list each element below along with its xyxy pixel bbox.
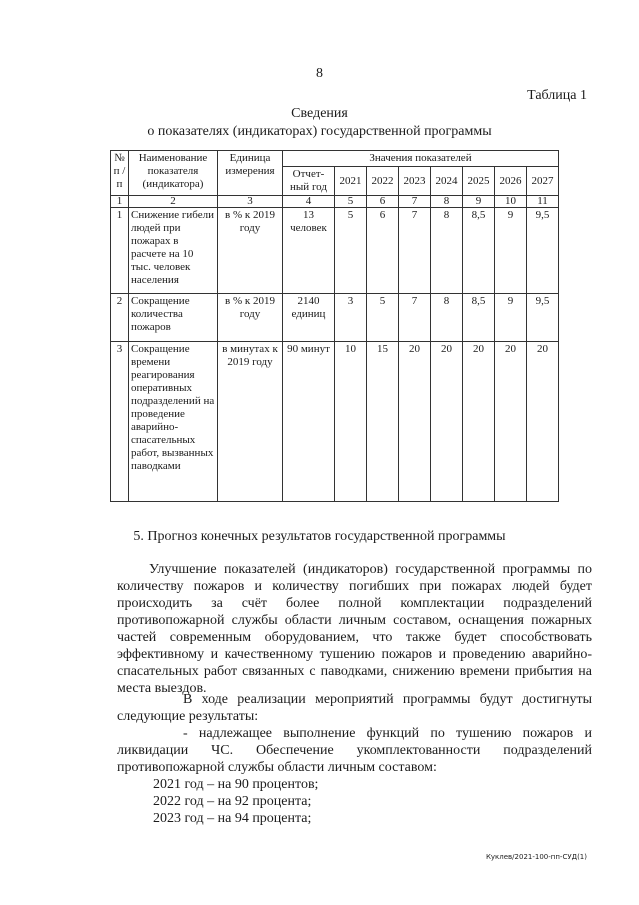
column-number: 6 xyxy=(367,196,399,208)
row-value: 9 xyxy=(495,208,527,294)
row-num: 2 xyxy=(111,294,129,342)
header-values-group: Значения показателей xyxy=(283,151,559,167)
row-value: 10 xyxy=(335,342,367,502)
column-number: 11 xyxy=(527,196,559,208)
column-number: 3 xyxy=(218,196,283,208)
row-value: 20 xyxy=(431,342,463,502)
page-number: 8 xyxy=(316,66,323,81)
header-year: 2023 xyxy=(399,167,431,196)
row-value: 8,5 xyxy=(463,208,495,294)
table-heading-line1: Сведения xyxy=(291,106,348,121)
row-value: 3 xyxy=(335,294,367,342)
row-unit: в % к 2019 году xyxy=(218,294,283,342)
footer-document-code: Куклев/2021-100-пп-СУД(1) xyxy=(485,853,587,861)
table-row xyxy=(111,208,559,294)
column-number: 1 xyxy=(111,196,129,208)
row-base-value: 13 человек xyxy=(283,208,335,294)
table-row xyxy=(111,294,559,342)
header-year: 2021 xyxy=(335,167,367,196)
row-unit: в минутах к 2019 году xyxy=(218,342,283,502)
row-value: 20 xyxy=(463,342,495,502)
header-unit: Единица измерения xyxy=(218,151,283,196)
row-num: 3 xyxy=(111,342,129,502)
row-value: 8 xyxy=(431,208,463,294)
column-number: 9 xyxy=(463,196,495,208)
header-row xyxy=(111,151,559,167)
row-indicator-name: Сокращение времени реагирования оперативных подразделений на проведение аварийно-спасательных работ, вызванных паводками xyxy=(129,342,218,502)
header-year: 2024 xyxy=(431,167,463,196)
row-base-value: 2140 единиц xyxy=(283,294,335,342)
indicators-table xyxy=(110,150,559,502)
row-indicator-name: Сокращение количества пожаров xyxy=(129,294,218,342)
row-value: 20 xyxy=(399,342,431,502)
column-number: 8 xyxy=(431,196,463,208)
row-value: 9 xyxy=(495,294,527,342)
header-year: 2022 xyxy=(367,167,399,196)
list-item: 2022 год – на 92 процента; xyxy=(153,794,312,809)
header-year: 2026 xyxy=(495,167,527,196)
row-base-value: 90 минут xyxy=(283,342,335,502)
list-item: 2023 год – на 94 процента; xyxy=(153,811,312,826)
header-year: 2025 xyxy=(463,167,495,196)
list-item: 2021 год – на 90 процентов; xyxy=(153,777,319,792)
column-number: 5 xyxy=(335,196,367,208)
column-number: 10 xyxy=(495,196,527,208)
section-heading: 5. Прогноз конечных результатов государственной программы xyxy=(133,529,506,544)
row-value: 8 xyxy=(431,294,463,342)
row-value: 15 xyxy=(367,342,399,502)
column-number: 7 xyxy=(399,196,431,208)
header-base-year: Отчет-ный год xyxy=(283,167,335,196)
column-number: 2 xyxy=(129,196,218,208)
header-year: 2027 xyxy=(527,167,559,196)
row-unit: в % к 2019 году xyxy=(218,208,283,294)
row-value: 8,5 xyxy=(463,294,495,342)
paragraph-results-intro: В ходе реализации мероприятий программы будут достигнуты следующие результаты: xyxy=(117,692,592,724)
row-indicator-name: Снижение гибели людей при пожарах в расчете на 10 тыс. человек населения xyxy=(129,208,218,294)
column-number-row xyxy=(111,196,559,208)
row-value: 6 xyxy=(367,208,399,294)
row-num: 1 xyxy=(111,208,129,294)
header-name: Наименование показателя (индикатора) xyxy=(129,151,218,196)
paragraph-forecast: Улучшение показателей (индикаторов) государственной программы по количеству пожаров и количеству погибших при пожарах людей будет происходить за счёт более полной комплектации подразделений противопожарной службы области личным составом, оснащения пожарных частей современным оборудованием, что также будет способствовать эффективному и качественному тушению пожаров и проведению аварийно-спасательных работ связанных с паводками, снижению времени прибытия на места выездов. xyxy=(117,562,592,696)
row-value: 7 xyxy=(399,294,431,342)
table-heading-line2: о показателях (индикаторах) государственной программы xyxy=(147,124,492,139)
row-value: 7 xyxy=(399,208,431,294)
row-value: 20 xyxy=(527,342,559,502)
row-value: 5 xyxy=(335,208,367,294)
table-label: Таблица 1 xyxy=(527,88,587,103)
header-num: № п /п xyxy=(111,151,129,196)
row-value: 9,5 xyxy=(527,208,559,294)
row-value: 20 xyxy=(495,342,527,502)
table-row xyxy=(111,342,559,502)
column-number: 4 xyxy=(283,196,335,208)
table-heading xyxy=(0,105,639,141)
row-value: 5 xyxy=(367,294,399,342)
paragraph-functions: - надлежащее выполнение функций по тушению пожаров и ликвидации ЧС. Обеспечение укомплектованности подразделений противопожарной службы области личным составом: xyxy=(117,726,592,775)
row-value: 9,5 xyxy=(527,294,559,342)
